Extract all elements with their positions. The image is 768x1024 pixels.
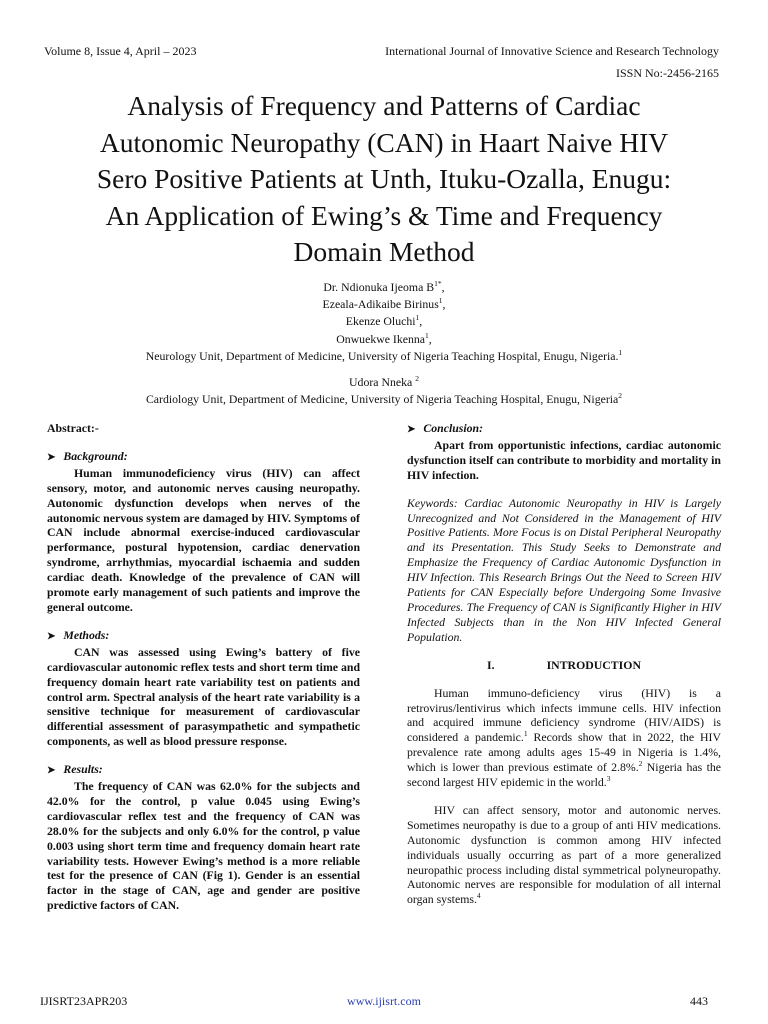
section-label: Conclusion: — [423, 421, 484, 435]
methods-text: CAN was assessed using Ewing’s battery of five cardiovascular autonomic reflex tests and short term time and frequency domain heart rate variability test on patients and control arm. Spectral analysis of the heart rate variability is a sensitive technique for measurement of cardiovascular differential assessment of parasympathetic and sympathetic components, as well as blood pressure response. — [47, 644, 360, 749]
citation-mark: 1 — [523, 729, 528, 739]
affiliation — [40, 348, 728, 365]
paragraph-text: Nigeria has the second largest HIV epidemic in the world. — [407, 760, 722, 790]
title-line: Sero Positive Patients at Unth, Ituku-Ozalla, Enugu: — [96, 163, 672, 194]
methods-heading — [47, 628, 360, 645]
paragraph-text: Records show that in 2022, the HIV prevalence rate among adults ages 15-49 in Nigeria is 1.4%, which is lower than previous estimate of 2.8%. — [407, 730, 722, 775]
affiliation-mark: 2 — [618, 391, 623, 401]
section-number: I. — [487, 657, 495, 672]
affiliation-text: Neurology Unit, Department of Medicine, University of Nigeria Teaching Hospital, Enugu, Nigeria. — [145, 348, 619, 363]
affiliation-mark: 1 — [618, 347, 623, 357]
section-label: Background: — [63, 448, 128, 463]
right-column — [407, 421, 721, 907]
affiliation-text: Cardiology Unit, Department of Medicine, University of Nigeria Teaching Hospital, Enugu, Nigeria — [145, 392, 619, 407]
author-line — [40, 279, 728, 296]
author-line — [40, 296, 728, 313]
author-separator: , — [428, 331, 432, 346]
author-affiliation-mark: 1* — [434, 279, 442, 288]
section-label: Results: — [63, 762, 103, 777]
results-heading — [47, 762, 360, 779]
author-block — [40, 279, 728, 408]
affiliation — [40, 391, 728, 408]
footer-paper-id: IJISRT23APR203 — [40, 994, 128, 1008]
author-affiliation-mark: 1 — [425, 330, 429, 340]
author-line — [40, 313, 728, 330]
author-separator: , — [442, 297, 446, 312]
citation-mark: 3 — [606, 774, 611, 784]
introduction-paragraph-2 — [407, 803, 721, 907]
author-separator: , — [441, 280, 445, 294]
author-name: Ezeala-Adikaibe Birinus — [322, 297, 439, 312]
author-line — [40, 331, 728, 348]
paper-title — [40, 88, 728, 271]
arrow-bullet-icon: ➤ — [47, 630, 56, 642]
left-column — [47, 421, 360, 913]
author-affiliation-mark: 1 — [415, 313, 420, 323]
keywords-label: Keywords: — [407, 495, 458, 510]
author-line — [40, 374, 728, 391]
author-affiliation-mark: 1 — [438, 296, 443, 306]
conclusion-heading — [407, 421, 721, 438]
header-issn: ISSN No:-2456-2165 — [615, 66, 719, 80]
header-volume-info: Volume 8, Issue 4, April – 2023 — [44, 44, 197, 58]
background-text: Human immunodeficiency virus (HIV) can affect sensory, motor, and autonomic nerves causing neuropathy. Autonomic dysfunction develops when nerves of the autonomic nervous system are damaged by HIV. Symptoms of CAN include abnormal exercise-induced cardiovascular performance, postural hypotension, cardiac denervation syndrome, arrhythmias, myocardial ischaemia and sudden cardiac death. Knowledge of the prevalence of CAN will promote early management of such patients and improve the general outcome. — [47, 465, 360, 614]
paragraph-text: HIV can affect sensory, motor and autonomic nerves. Sometimes neuropathy is due to a group of anti HIV medications. Autonomic dysfunction is common among HIV infected individuals usually occurring as part of a more generalized neuropathic process including distal symmetrical polyneuropathy. Autonomic nerves are responsible for modulation of all internal organ systems. — [407, 802, 721, 907]
section-label: Methods: — [63, 627, 110, 642]
citation-mark: 4 — [476, 891, 481, 901]
introduction-heading — [407, 658, 721, 673]
citation-mark: 2 — [638, 759, 643, 769]
abstract-heading: Abstract:- — [47, 421, 99, 435]
header-journal-name: International Journal of Innovative Science and Research Technology — [385, 44, 719, 58]
title-line: Domain Method — [293, 236, 475, 267]
arrow-bullet-icon: ➤ — [47, 765, 56, 777]
keywords-text: Cardiac Autonomic Neuropathy in HIV is Largely Unrecognized and Not Considered in the Management of HIV Positive Patients. More Focus is on Distal Peripheral Neuropathy and its Presentation. This Study Seeks to Demonstrate and Emphasize the Frequency of Cardiac Autonomic Dysfunction in HIV Infection. This Research Brings Out the Need to Screen HIV Patients for CAN Especially before Undergoing Some Invasive Procedures. The Frequency of CAN is Significantly Higher in HIV Infected Subjects than in the Non HIV Infected General Population. — [407, 495, 721, 644]
background-heading — [47, 449, 360, 466]
title-line: An Application of Ewing’s & Time and Frequency — [105, 199, 663, 231]
title-line: Analysis of Frequency and Patterns of Cardiac — [127, 90, 641, 121]
section-title: INTRODUCTION — [546, 657, 641, 672]
website-link[interactable]: www.ijisrt.com — [347, 994, 421, 1008]
introduction-paragraph-1 — [407, 686, 721, 790]
footer-website — [0, 994, 768, 1009]
author-affiliation-mark: 2 — [415, 374, 419, 384]
author-name: Dr. Ndionuka Ijeoma B — [323, 280, 435, 294]
arrow-bullet-icon: ➤ — [407, 424, 416, 435]
paragraph-text: Human immuno-deficiency virus (HIV) is a retrovirus/lentivirus which infects immune cells. HIV infection and acquired immune deficiency syndrome (HIV/AIDS) is considered a pandemic. — [407, 685, 721, 745]
arrow-bullet-icon: ➤ — [47, 451, 56, 463]
author-separator: , — [419, 314, 423, 329]
author-name: Udora Nneka — [349, 375, 416, 390]
author-name: Onwuekwe Ikenna — [336, 331, 426, 346]
title-line: Autonomic Neuropathy (CAN) in Haart Naive HIV — [99, 126, 669, 158]
keywords-paragraph — [407, 496, 721, 645]
page-number: 443 — [690, 994, 708, 1008]
conclusion-text: Apart from opportunistic infections, cardiac autonomic dysfunction itself can contribute to morbidity and mortality in HIV infection. — [407, 437, 721, 482]
results-text: The frequency of CAN was 62.0% for the subjects and 42.0% for the control, p value 0.045 using Ewing’s cardiovascular reflex test and the frequency of CAN was 28.0% for the subjects and only 6.0% for the control, p value 0.003 using short term time and frequency domain heart rate variability tests. However Ewing’s method is a more reliable test for the presence of CAN (Fig 1). Gender is an essential factor in the stage of CAN, age and gender are positive predictive factors of CAN. — [47, 779, 360, 913]
author-name: Ekenze Oluchi — [345, 314, 416, 329]
